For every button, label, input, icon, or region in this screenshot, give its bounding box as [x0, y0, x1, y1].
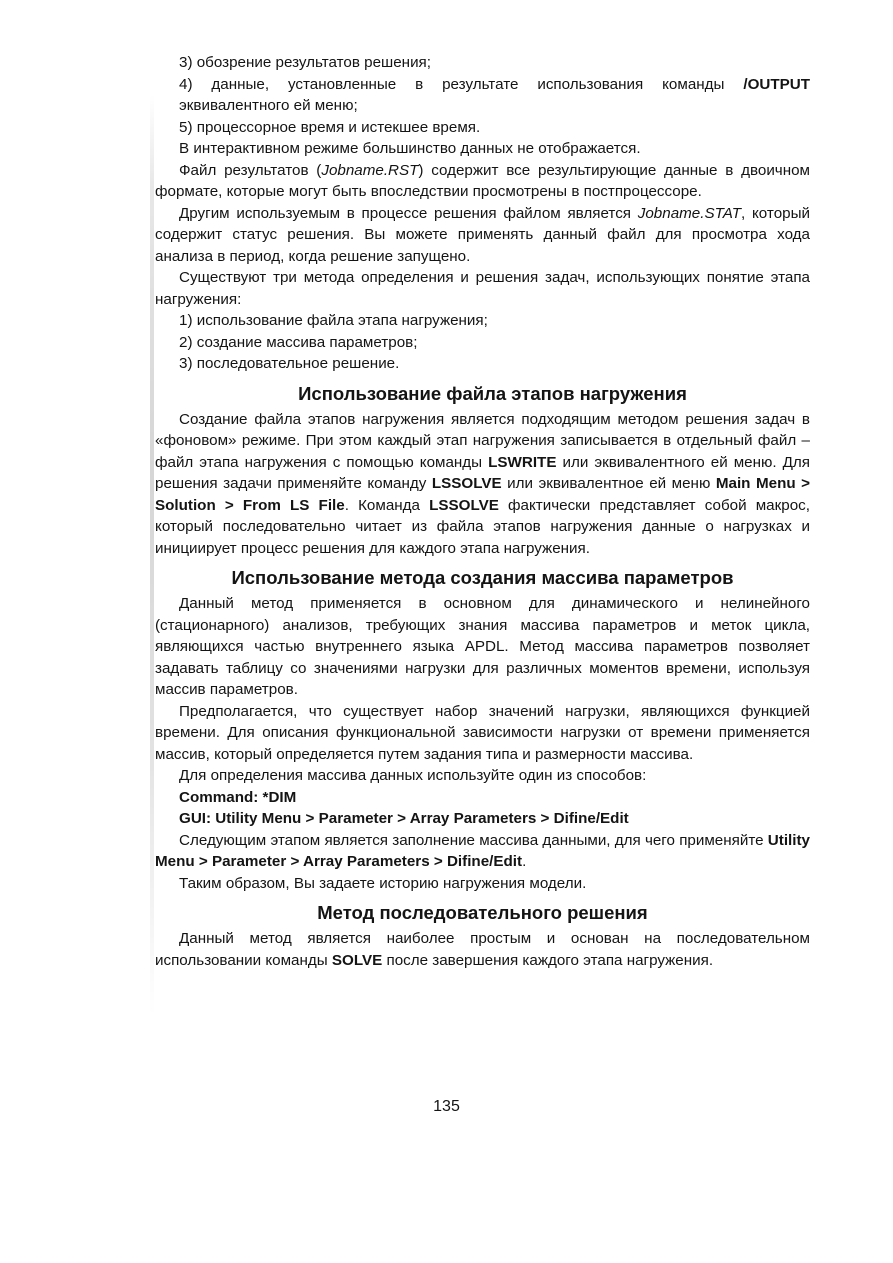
scan-binding-edge [150, 95, 154, 1015]
command-output: /OUTPUT [743, 75, 810, 93]
section-heading: Использование файла этапов нагружения [298, 382, 687, 404]
paragraph: Предполагается, что существует набор значений нагрузки, являющихся функцией времени. Для описания функциональной зависимости нагрузки от времени применяется массив, который определяется путем задания типа и размерности массива. [155, 702, 810, 763]
paragraph-stat-file: Другим используемым в процессе решения файлом является Jobname.STAT, который содержит статус решения. Вы можете применять данный файл для просмотра хода анализа в период, когда решение запущено. [155, 204, 810, 265]
paragraph-load-step-file: Создание файла этапов нагружения является подходящим методом решения задач в «фоновом» режиме. При этом каждый этап нагружения записывается в отдельный файл – файл этапа нагружения с помощью команды LSWRITE или эквивалентного ей меню. Для решения задачи применяйте команду LSSOLVE или эквивалентное ей меню Main Menu > Solution > From LS File. Команда LSSOLVE фактически представляет собой макрос, который последовательно читает из файла этапов нагружения данные о нагрузках и инициирует процесс решения для каждого этапа нагружения. [155, 410, 811, 557]
list-item: 2) создание массива параметров; [179, 333, 418, 351]
page-number: 135 [433, 1098, 460, 1115]
paragraph: Для определения массива данных используйте один из способов: [179, 767, 647, 784]
section-heading: Использование метода создания массива параметров [231, 567, 734, 588]
page-body [155, 52, 810, 971]
command-line: Command: *DIM [179, 788, 297, 806]
paragraph: Данный метод является наиболее простым и основан на последовательном использовании команды SOLVE после завершения каждого этапа нагружения. [155, 930, 810, 969]
list-item: 4) данные, установленные в результате использования команды /OUTPUT эквивалентного ей меню; [179, 75, 810, 114]
paragraph: Таким образом, Вы задаете историю нагружения модели. [179, 874, 587, 892]
list-item: 3) последовательное решение. [179, 355, 400, 372]
paragraph-results-file: Файл результатов (Jobname.RST) содержит все результирующие данные в двоичном формате, которые могут быть впоследствии просмотрены в постпроцессоре. [155, 161, 810, 200]
paragraph: Данный метод применяется в основном для динамического и нелинейного (стационарного) анализов, требующих знания массива параметров и меток цикла, являющихся частью внутреннего языка APDL. Метод массива параметров позволяет задавать таблицу со значениями нагрузки для различных моментов времени, используя массив параметров. [155, 595, 810, 698]
gui-path-line: GUI: Utility Menu > Parameter > Array Parameters > Difine/Edit [179, 810, 629, 827]
list-item: 1) использование файла этапа нагружения; [179, 312, 488, 329]
file-name: Jobname.STAT [637, 204, 742, 222]
paragraph-methods: Существуют три метода определения и решения задач, использующих понятие этапа нагружения: [155, 269, 810, 308]
list-item: 3) обозрение результатов решения; [179, 54, 431, 71]
section-heading: Метод последовательного решения [317, 902, 648, 923]
paragraph-interactive: В интерактивном режиме большинство данных не отображается. [179, 140, 641, 157]
paragraph: Следующим этапом является заполнение массива данными, для чего применяйте Utility Menu > Parameter > Array Parameters > Difine/Edit. [155, 831, 810, 870]
file-name: Jobname.RST [321, 161, 419, 179]
list-item: 5) процессорное время и истекшее время. [179, 118, 481, 136]
